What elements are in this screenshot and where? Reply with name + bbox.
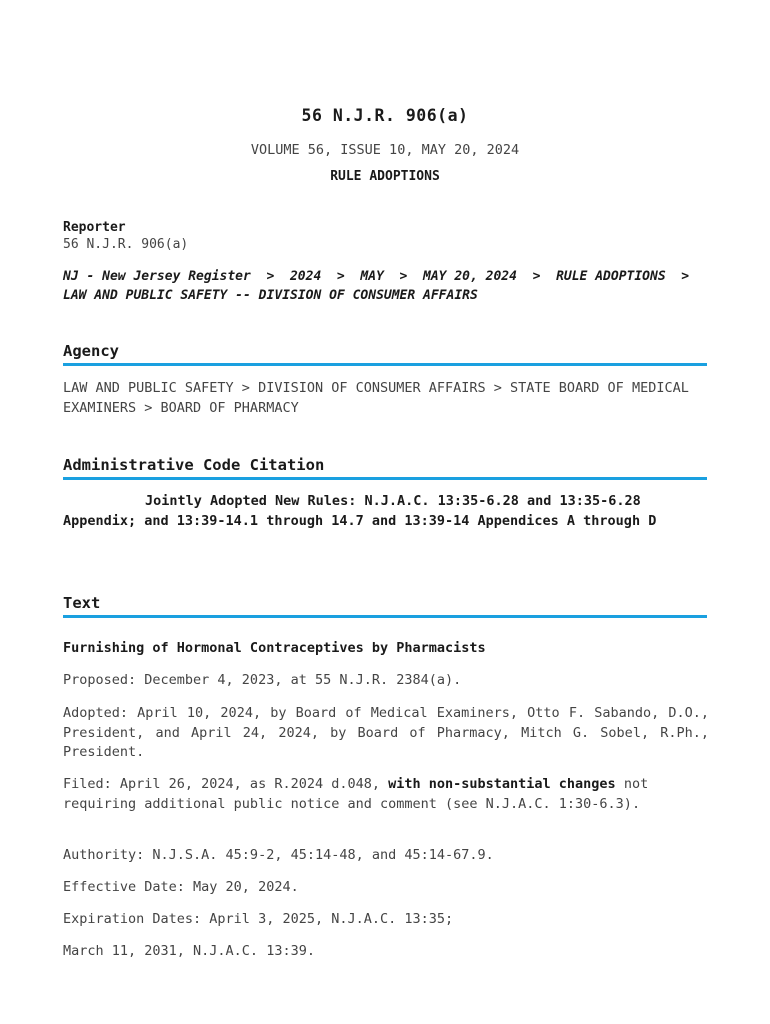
filed-bold: with non-substantial changes xyxy=(388,776,616,792)
effective-date-line: Effective Date: May 20, 2024. xyxy=(63,879,299,895)
authority-line: Authority: N.J.S.A. 45:9-2, 45:14-48, and 45:14-67.9. xyxy=(63,847,494,863)
citation-heading: Administrative Code Citation xyxy=(63,456,707,480)
volume-line: VOLUME 56, ISSUE 10, MAY 20, 2024 xyxy=(250,142,520,158)
text-heading: Text xyxy=(63,594,707,618)
agency-heading: Agency xyxy=(63,342,707,366)
agency-text: LAW AND PUBLIC SAFETY > DIVISION OF CONSUMER AFFAIRS > STATE BOARD OF MEDICAL EXAMINERS > BOARD OF PHARMACY xyxy=(63,380,689,416)
filed-suffix: not requiring additional public notice and comment (see N.J.A.C. 1:30-6.3). xyxy=(63,776,649,812)
filed-prefix: Filed: April 26, 2024, as R.2024 d.048, xyxy=(63,776,389,792)
expiration-line: Expiration Dates: April 3, 2025, N.J.A.C. 13:35; xyxy=(63,911,454,927)
document-title: 56 N.J.R. 906(a) xyxy=(301,106,469,125)
adopted-paragraph: Adopted: April 10, 2024, by Board of Medical Examiners, Otto F. Sabando, D.O., President, and April 24, 2024, by Board of Pharmacy, Mitch G. Sobel, R.Ph., President. xyxy=(63,705,709,760)
reporter-value: 56 N.J.R. 906(a) xyxy=(63,237,189,252)
citation-text: Jointly Adopted New Rules: N.J.A.C. 13:35-6.28 and 13:35-6.28 Appendix; and 13:39-14.1 through 14.7 and 13:39-14 Appendices A through D xyxy=(63,493,657,529)
section-type: RULE ADOPTIONS xyxy=(330,169,440,184)
rule-title: Furnishing of Hormonal Contraceptives by Pharmacists xyxy=(63,640,486,656)
filed-paragraph xyxy=(63,775,709,814)
proposed-line: Proposed: December 4, 2023, at 55 N.J.R. 2384(a). xyxy=(63,672,462,688)
breadcrumb: NJ - New Jersey Register > 2024 > MAY > MAY 20, 2024 > RULE ADOPTIONS > LAW AND PUBLIC SAFETY -- DIVISION OF CONSUMER AFFAIRS xyxy=(63,269,705,303)
reporter-label: Reporter xyxy=(63,220,126,235)
expiration-line-2: March 11, 2031, N.J.A.C. 13:39. xyxy=(63,943,315,959)
